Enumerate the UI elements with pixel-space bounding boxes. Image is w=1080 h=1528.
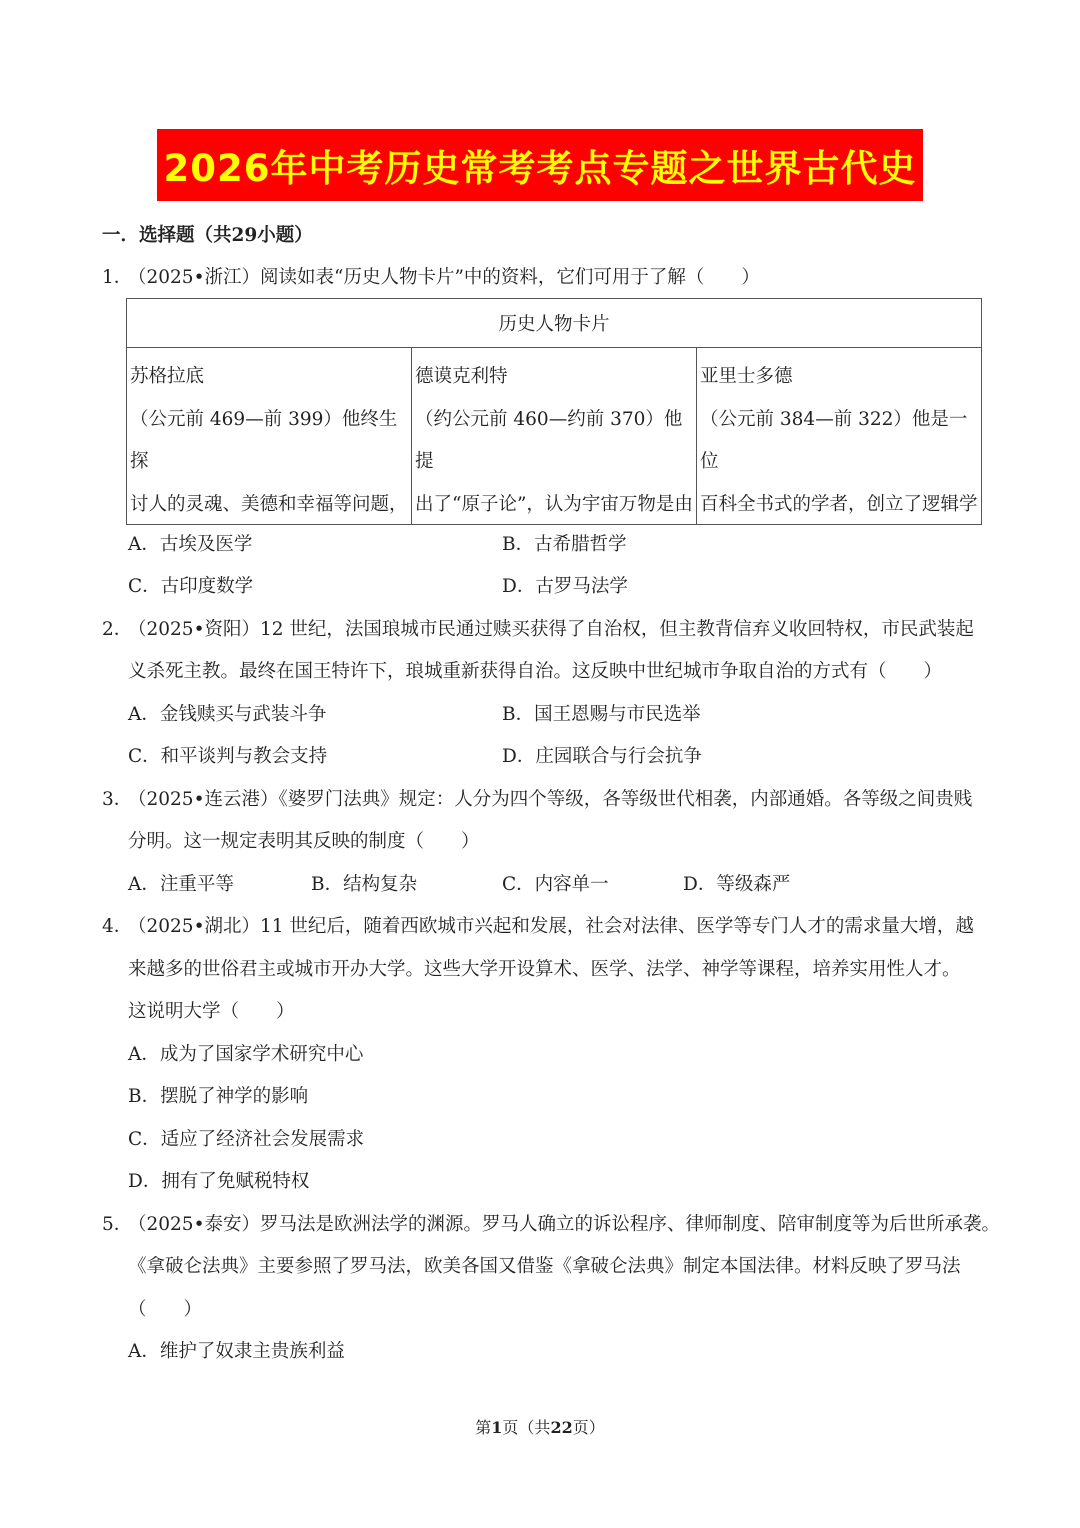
figure-desc-line: （公元前 384—前 322）他是一位	[700, 408, 968, 472]
option-b: B．摆脱了神学的影响	[128, 1086, 309, 1107]
figure-desc-line: 出了“原子论”，认为宇宙万物是由	[415, 493, 693, 515]
table-header: 历史人物卡片	[127, 299, 982, 348]
option-a: A．古埃及医学	[128, 534, 253, 555]
question-stem-line: （2025•湖北）11 世纪后，随着西欧城市兴起和发展，社会对法律、医学等专门人才的需求量大增，越	[128, 916, 974, 937]
question-stem-line: （ ）	[128, 1299, 203, 1320]
page-footer	[0, 1415, 1080, 1438]
option-d: D．古罗马法学	[502, 576, 628, 597]
option-b: B．古希腊哲学	[502, 534, 627, 555]
table-cell-democritus	[412, 348, 697, 525]
option-a: A．维护了奴隶主贵族利益	[128, 1341, 345, 1362]
figure-desc-line: （约公元前 460—约前 370）他提	[415, 408, 683, 472]
option-d: D．庄园联合与行会抗争	[502, 746, 702, 767]
option-b: B．结构复杂	[311, 874, 418, 895]
question-stem-line: 义杀死主教。最终在国王特许下，琅城重新获得自治。这反映中世纪城市争取自治的方式有（ ）	[128, 661, 943, 682]
option-c: C．内容单一	[502, 874, 609, 895]
option-a: A．成为了国家学术研究中心	[128, 1044, 364, 1065]
question-number: 4．	[102, 916, 133, 937]
figure-name: 亚里士多德	[700, 366, 793, 387]
table-cell-aristotle	[697, 348, 982, 525]
option-c: C．和平谈判与教会支持	[128, 746, 328, 767]
figure-desc-line: 讨人的灵魂、美德和幸福等问题，	[130, 493, 408, 515]
footer-prefix: 第	[475, 1418, 492, 1437]
document-title: 2026年中考历史常考考点专题之世界古代史	[163, 147, 917, 190]
question-stem: （2025•浙江）阅读如表“历史人物卡片”中的资料，它们可用于了解（ ）	[128, 267, 760, 288]
question-number: 2．	[102, 619, 133, 640]
option-b: B．国王恩赐与市民选举	[502, 704, 701, 725]
page-number: 1	[491, 1418, 503, 1437]
question-stem-line: 来越多的世俗君主或城市开办大学。这些大学开设算术、医学、法学、神学等课程，培养实用性人才。	[128, 959, 961, 980]
footer-mid: 页（共	[502, 1418, 551, 1437]
question-stem-line: 分明。这一规定表明其反映的制度（ ）	[128, 831, 480, 852]
table-cell-socrates	[127, 348, 412, 525]
history-figure-card-table	[126, 298, 982, 525]
question-stem-line: （2025•连云港）《婆罗门法典》规定：人分为四个等级，各等级世代相袭，内部通婚。各等级之间贵贱	[128, 789, 973, 810]
question-stem-line: （2025•资阳）12 世纪，法国琅城市民通过赎买获得了自治权，但主教背信弃义收回特权，市民武装起	[128, 619, 974, 640]
option-d: D．拥有了免赋税特权	[128, 1171, 310, 1192]
option-d: D．等级森严	[683, 874, 791, 895]
option-c: C．适应了经济社会发展需求	[128, 1129, 365, 1150]
question-number: 5．	[102, 1214, 133, 1235]
question-stem-line: （2025•泰安）罗马法是欧洲法学的渊源。罗马人确立的诉讼程序、律师制度、陪审制度等为后世所承袭。	[128, 1214, 1000, 1235]
figure-name: 苏格拉底	[130, 366, 205, 387]
figure-desc-line: （公元前 469—前 399）他终生探	[130, 408, 398, 472]
total-pages: 22	[550, 1418, 573, 1437]
section-heading	[102, 224, 313, 248]
option-c: C．古印度数学	[128, 576, 254, 597]
title-banner	[157, 129, 923, 201]
section-heading-suffix: 小题）	[257, 225, 313, 246]
question-stem-line: 这说明大学（ ）	[128, 1001, 295, 1022]
figure-name: 德谟克利特	[415, 366, 508, 387]
section-count: 29	[231, 225, 258, 246]
option-a: A．金钱赎买与武装斗争	[128, 704, 327, 725]
section-heading-prefix: 一．选择题（共	[102, 225, 232, 246]
option-a: A．注重平等	[128, 874, 234, 895]
question-number: 3．	[102, 789, 133, 810]
figure-desc-line: 百科全书式的学者，创立了逻辑学	[700, 493, 978, 515]
question-number: 1．	[102, 267, 133, 288]
question-stem-line: 《拿破仑法典》主要参照了罗马法，欧美各国又借鉴《拿破仑法典》制定本国法律。材料反映了罗马法	[128, 1256, 961, 1277]
footer-suffix: 页）	[572, 1418, 605, 1437]
